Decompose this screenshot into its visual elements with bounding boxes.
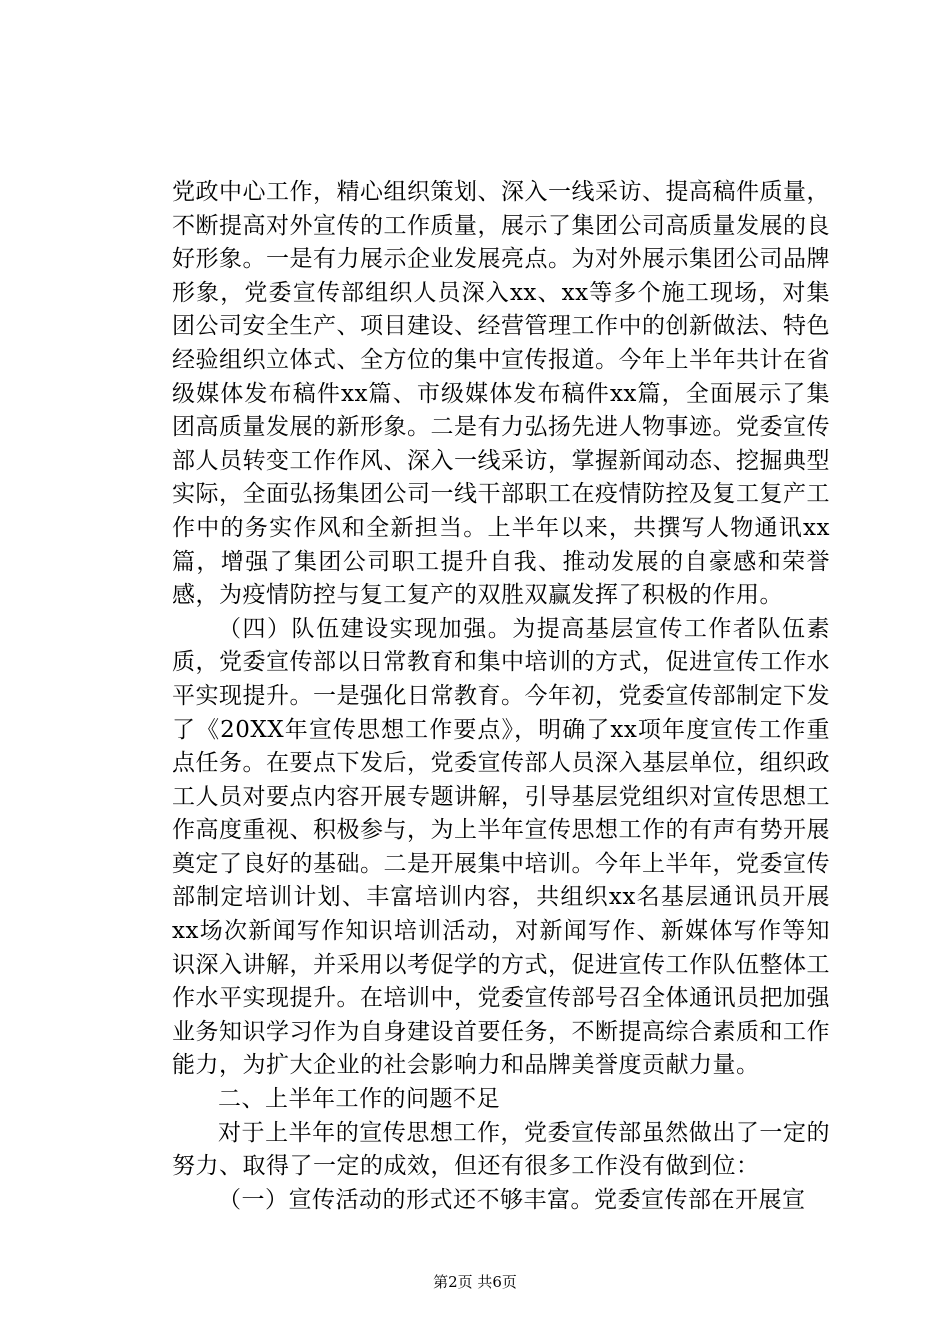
paragraph-team-building: （四）队伍建设实现加强。为提高基层宣传工作者队伍素质，党委宣传部以日常教育和集中培训的方式，促进宣传工作水平实现提升。一是强化日常教育。今年初，党委宣传部制定下发了《20XX年宣传思想工作要点》，明确了xx项年度宣传工作重点任务。在要点下发后，党委宣传部人员深入基层单位，组织政工人员对要点内容开展专题讲解，引导基层党组织对宣传思想工作高度重视、积极参与，为上半年宣传思想工作的有声有势开展奠定了良好的基础。二是开展集中培训。今年上半年，党委宣传部制定培训计划、丰富培训内容，共组织xx名基层通讯员开展xx场次新闻写作知识培训活动，对新闻写作、新媒体写作等知识深入讲解，并采用以考促学的方式，促进宣传工作队伍整体工作水平实现提升。在培训中，党委宣传部号召全体通讯员把加强业务知识学习作为自身建设首要任务，不断提高综合素质和工作能力，为扩大企业的社会影响力和品牌美誉度贡献力量。 — [172, 615, 830, 1079]
paragraph-problems-intro: 对于上半年的宣传思想工作，党委宣传部虽然做出了一定的努力、取得了一定的成效，但还有很多工作没有做到位： — [172, 1119, 830, 1180]
paragraph-continuation: 党政中心工作，精心组织策划、深入一线采访、提高稿件质量，不断提高对外宣传的工作质量，展示了集团公司高质量发展的良好形象。一是有力展示企业发展亮点。为对外展示集团公司品牌形象，党委宣传部组织人员深入xx、xx等多个施工现场，对集团公司安全生产、项目建设、经营管理工作中的创新做法、特色经验组织立体式、全方位的集中宣传报道。今年上半年共计在省级媒体发布稿件xx篇、市级媒体发布稿件xx篇，全面展示了集团高质量发展的新形象。二是有力弘扬先进人物事迹。党委宣传部人员转变工作作风、深入一线采访，掌握新闻动态、挖掘典型实际，全面弘扬集团公司一线干部职工在疫情防控及复工复产工作中的务实作风和全新担当。上半年以来，共撰写人物通讯xx篇，增强了集团公司职工提升自我、推动发展的自豪感和荣誉感，为疫情防控与复工复产的双胜双赢发挥了积极的作用。 — [172, 179, 830, 609]
document-body — [172, 176, 830, 1217]
page-number-footer: 第2页 共6页 — [433, 1273, 517, 1291]
section-heading-problems: 二、上半年工作的问题不足 — [218, 1086, 500, 1113]
paragraph-problem-one: （一）宣传活动的形式还不够丰富。党委宣传部在开展宣 — [218, 1186, 806, 1213]
